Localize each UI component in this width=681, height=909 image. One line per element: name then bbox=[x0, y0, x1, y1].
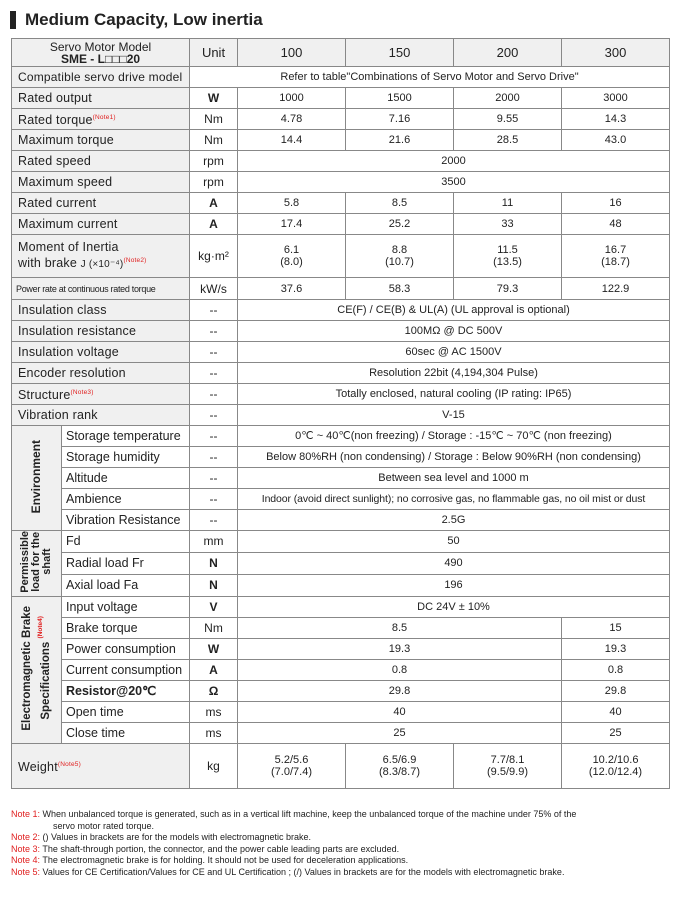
footnote-tag: Note 4: bbox=[11, 855, 41, 865]
unit-cell: ms bbox=[190, 701, 238, 722]
inertia-label-line2 bbox=[18, 254, 186, 272]
environment-group-text: Environment bbox=[29, 440, 43, 514]
row-label-ins-class: Insulation class bbox=[12, 300, 190, 321]
value-cell: 122.9 bbox=[562, 278, 670, 300]
weight-value: 5.2/5.6 bbox=[274, 753, 309, 766]
value-cell: Resolution 22bit (4,194,304 Pulse) bbox=[238, 363, 670, 384]
brake-group-label bbox=[12, 596, 62, 743]
table-row bbox=[12, 321, 670, 342]
footnote-tag: Note 3: bbox=[11, 843, 41, 854]
row-label: Input voltage bbox=[62, 596, 190, 617]
unit-cell: rpm bbox=[190, 151, 238, 172]
note-ref: (Note3) bbox=[70, 388, 94, 396]
model-label: Servo Motor Model bbox=[49, 39, 152, 54]
table-row bbox=[12, 468, 670, 489]
value-cell bbox=[238, 743, 346, 788]
unit-cell: -- bbox=[190, 468, 238, 489]
table-row bbox=[12, 743, 670, 788]
value-cell: 29.8 bbox=[562, 680, 670, 701]
title-bar-marker bbox=[10, 11, 16, 29]
value-cell: DC 24V ± 10% bbox=[238, 596, 670, 617]
value-cell: 79.3 bbox=[454, 278, 562, 300]
value-cell: 25 bbox=[562, 722, 670, 743]
value-cell: V-15 bbox=[238, 405, 670, 426]
footnote-text: The electromagnetic brake is for holding. It should not be used for deceleration applications. bbox=[42, 855, 409, 865]
footnote-continuation: servo motor rated torque. bbox=[53, 820, 155, 831]
table-row bbox=[12, 342, 670, 363]
unit-cell: N bbox=[190, 552, 238, 574]
value-cell: 19.3 bbox=[562, 638, 670, 659]
value-cell: 58.3 bbox=[346, 278, 454, 300]
title-text: Medium Capacity, Low inertia bbox=[25, 10, 263, 29]
unit-cell: -- bbox=[190, 510, 238, 531]
value-cell: 50 bbox=[238, 531, 670, 553]
value-cell: 60sec @ AC 1500V bbox=[238, 342, 670, 363]
row-label-max-current: Maximum current bbox=[12, 214, 190, 235]
table-row bbox=[12, 67, 670, 88]
model-header-150: 150 bbox=[346, 39, 454, 67]
unit-cell: -- bbox=[190, 489, 238, 510]
note-ref: (Note5) bbox=[57, 760, 81, 768]
table-row bbox=[12, 552, 670, 574]
row-label-ins-resistance: Insulation resistance bbox=[12, 321, 190, 342]
value-cell: 2000 bbox=[238, 151, 670, 172]
unit-cell: -- bbox=[190, 405, 238, 426]
row-label-rated-current: Rated current bbox=[12, 193, 190, 214]
value-cell: 33 bbox=[454, 214, 562, 235]
unit-cell: N bbox=[190, 574, 238, 596]
value-cell: 40 bbox=[562, 701, 670, 722]
table-row bbox=[12, 426, 670, 447]
value-cell: Between sea level and 1000 m bbox=[238, 468, 670, 489]
brake-group-text bbox=[21, 606, 53, 731]
table-row bbox=[12, 574, 670, 596]
value-cell: 29.8 bbox=[238, 680, 562, 701]
unit-cell: A bbox=[190, 214, 238, 235]
footnote-text: () Values in brackets are for the models with electromagnetic brake. bbox=[42, 832, 311, 842]
unit-cell: -- bbox=[190, 300, 238, 321]
value-cell: 9.55 bbox=[454, 109, 562, 130]
footnote bbox=[11, 855, 671, 867]
shaft-group-text bbox=[20, 531, 53, 593]
shaft-group-line1: Permissible bbox=[19, 531, 31, 593]
row-label: Current consumption bbox=[62, 659, 190, 680]
value-cell: 25 bbox=[238, 722, 562, 743]
row-label-ins-voltage: Insulation voltage bbox=[12, 342, 190, 363]
weight-brake-value: (7.0/7.4) bbox=[271, 765, 312, 778]
value-cell: 0.8 bbox=[238, 659, 562, 680]
footnote-tag: Note 2: bbox=[11, 832, 41, 842]
table-row bbox=[12, 405, 670, 426]
value-cell bbox=[454, 235, 562, 278]
weight-label: Weight bbox=[18, 759, 58, 774]
value-cell: 14.3 bbox=[562, 109, 670, 130]
value-cell: 21.6 bbox=[346, 130, 454, 151]
weight-value: 6.5/6.9 bbox=[382, 753, 417, 766]
unit-cell: -- bbox=[190, 342, 238, 363]
spec-table bbox=[11, 38, 670, 789]
inertia-brake-value: (18.7) bbox=[601, 256, 630, 268]
table-row bbox=[12, 638, 670, 659]
unit-cell: -- bbox=[190, 321, 238, 342]
shaft-group-line3: shaft bbox=[41, 548, 53, 576]
row-label: Altitude bbox=[62, 468, 190, 489]
value-cell: 5.8 bbox=[238, 193, 346, 214]
shaft-group-line2: load for the bbox=[30, 531, 42, 592]
weight-value: 10.2/10.6 bbox=[592, 753, 639, 766]
note-ref: (Note1) bbox=[92, 113, 116, 121]
structure-label: Structure bbox=[18, 388, 71, 403]
inertia-label-line1: Moment of Inertia bbox=[18, 239, 119, 254]
table-row bbox=[12, 235, 670, 278]
unit-header: Unit bbox=[190, 39, 238, 67]
value-cell: 14.4 bbox=[238, 130, 346, 151]
table-row bbox=[12, 659, 670, 680]
value-cell: 37.6 bbox=[238, 278, 346, 300]
unit-cell: -- bbox=[190, 384, 238, 405]
table-row bbox=[12, 489, 670, 510]
brake-group-line2: Specifications bbox=[39, 642, 52, 721]
value-cell: 1500 bbox=[346, 88, 454, 109]
row-label-compat: Compatible servo drive model bbox=[12, 67, 190, 88]
value-cell: 8.5 bbox=[346, 193, 454, 214]
page-title bbox=[10, 8, 263, 32]
unit-cell: Nm bbox=[190, 109, 238, 130]
compat-value: Refer to table"Combinations of Servo Motor and Servo Drive" bbox=[190, 67, 670, 88]
row-label-rated-speed: Rated speed bbox=[12, 151, 190, 172]
table-row bbox=[12, 617, 670, 638]
row-label-encoder: Encoder resolution bbox=[12, 363, 190, 384]
value-cell: 28.5 bbox=[454, 130, 562, 151]
unit-cell: kW/s bbox=[190, 278, 238, 300]
table-row bbox=[12, 363, 670, 384]
row-label-max-speed: Maximum speed bbox=[12, 172, 190, 193]
footnotes bbox=[11, 809, 671, 878]
unit-cell: kg bbox=[190, 743, 238, 788]
value-cell: 8.5 bbox=[238, 617, 562, 638]
header-row bbox=[12, 39, 670, 67]
value-cell: 43.0 bbox=[562, 130, 670, 151]
brake-group-line1: Electromagnetic Brake bbox=[20, 605, 33, 731]
unit-cell: Nm bbox=[190, 617, 238, 638]
unit-cell: V bbox=[190, 596, 238, 617]
table-row bbox=[12, 510, 670, 531]
unit-cell: rpm bbox=[190, 172, 238, 193]
row-label: Axial load Fa bbox=[62, 574, 190, 596]
value-cell: 15 bbox=[562, 617, 670, 638]
row-label: Fd bbox=[62, 531, 190, 553]
table-row bbox=[12, 109, 670, 130]
unit-cell: Nm bbox=[190, 130, 238, 151]
value-cell: 11 bbox=[454, 193, 562, 214]
footnote bbox=[11, 867, 671, 879]
value-cell: 40 bbox=[238, 701, 562, 722]
value-cell: 25.2 bbox=[346, 214, 454, 235]
inertia-value: 11.5 bbox=[497, 244, 518, 256]
row-label: Close time bbox=[62, 722, 190, 743]
unit-cell: -- bbox=[190, 426, 238, 447]
value-cell: 0.8 bbox=[562, 659, 670, 680]
value-cell: 490 bbox=[238, 552, 670, 574]
rated-torque-label: Rated torque bbox=[18, 113, 93, 128]
footnote-text: When unbalanced torque is generated, such as in a vertical lift machine, keep the unbalanced torque of the machine under 75% of the bbox=[42, 809, 577, 819]
value-cell: 16 bbox=[562, 193, 670, 214]
model-header-100: 100 bbox=[238, 39, 346, 67]
footnote-text: Values for CE Certification/Values for CE and UL Certification ; (/) Values in brackets are for the models with electromagnetic brake. bbox=[42, 866, 565, 877]
unit-cell: -- bbox=[190, 363, 238, 384]
unit-cell: ms bbox=[190, 722, 238, 743]
weight-value: 7.7/8.1 bbox=[490, 753, 525, 766]
table-row bbox=[12, 130, 670, 151]
table-row bbox=[12, 680, 670, 701]
value-cell: 196 bbox=[238, 574, 670, 596]
table-row bbox=[12, 447, 670, 468]
value-cell: 2.5G bbox=[238, 510, 670, 531]
row-label-rated-torque bbox=[12, 109, 190, 130]
unit-cell: W bbox=[190, 638, 238, 659]
value-cell bbox=[238, 235, 346, 278]
model-header-200: 200 bbox=[454, 39, 562, 67]
table-row bbox=[12, 193, 670, 214]
inertia-brake-value: (10.7) bbox=[385, 256, 414, 268]
inertia-symbol: J (×10⁻⁴) bbox=[80, 259, 124, 271]
row-label-power-rate: Power rate at continuous rated torque bbox=[12, 278, 190, 300]
unit-cell: Ω bbox=[190, 680, 238, 701]
row-label: Storage humidity bbox=[62, 447, 190, 468]
row-label: Power consumption bbox=[62, 638, 190, 659]
model-header-300: 300 bbox=[562, 39, 670, 67]
footnote bbox=[11, 832, 671, 844]
value-cell: 0℃ ~ 40℃(non freezing) / Storage : -15℃ ~ 70℃ (non freezing) bbox=[238, 426, 670, 447]
row-label: Storage temperature bbox=[62, 426, 190, 447]
value-cell: 48 bbox=[562, 214, 670, 235]
row-label: Brake torque bbox=[62, 617, 190, 638]
row-label: Open time bbox=[62, 701, 190, 722]
model-header-cell bbox=[12, 39, 190, 67]
value-cell: 2000 bbox=[454, 88, 562, 109]
table-row bbox=[12, 531, 670, 553]
unit-cell: kg·m² bbox=[190, 235, 238, 278]
value-cell: 4.78 bbox=[238, 109, 346, 130]
weight-brake-value: (12.0/12.4) bbox=[588, 765, 643, 778]
inertia-brake-value: (13.5) bbox=[493, 256, 522, 268]
value-cell: 19.3 bbox=[238, 638, 562, 659]
footnote bbox=[11, 844, 671, 856]
note-ref: (Note4) bbox=[36, 616, 44, 639]
row-label-vibration: Vibration rank bbox=[12, 405, 190, 426]
value-cell: Indoor (avoid direct sunlight); no corrosive gas, no flammable gas, no oil mist or dust bbox=[238, 489, 670, 510]
inertia-brake-value: (8.0) bbox=[280, 256, 303, 268]
value-cell: Totally enclosed, natural cooling (IP rating: IP65) bbox=[238, 384, 670, 405]
value-cell bbox=[346, 235, 454, 278]
table-row bbox=[12, 214, 670, 235]
value-cell: 3500 bbox=[238, 172, 670, 193]
row-label: Vibration Resistance bbox=[62, 510, 190, 531]
table-row bbox=[12, 151, 670, 172]
table-row bbox=[12, 172, 670, 193]
table-row bbox=[12, 278, 670, 300]
row-label-inertia bbox=[12, 235, 190, 278]
value-cell: Below 80%RH (non condensing) / Storage : Below 90%RH (non condensing) bbox=[238, 447, 670, 468]
value-cell bbox=[454, 743, 562, 788]
unit-cell: mm bbox=[190, 531, 238, 553]
environment-group-label bbox=[12, 426, 62, 531]
row-label: Resistor@20℃ bbox=[62, 680, 190, 701]
inertia-value: 6.1 bbox=[283, 244, 300, 256]
shaft-group-label bbox=[12, 531, 62, 597]
value-cell bbox=[562, 743, 670, 788]
value-cell: 100MΩ @ DC 500V bbox=[238, 321, 670, 342]
unit-cell: W bbox=[190, 88, 238, 109]
footnote-tag: Note 5: bbox=[11, 866, 41, 877]
value-cell: 3000 bbox=[562, 88, 670, 109]
model-code: SME - L□□□20 bbox=[60, 51, 141, 66]
row-label-weight bbox=[12, 743, 190, 788]
note-ref: (Note2) bbox=[123, 256, 147, 264]
inertia-value: 8.8 bbox=[391, 244, 408, 256]
value-cell: 7.16 bbox=[346, 109, 454, 130]
table-row bbox=[12, 596, 670, 617]
unit-cell: -- bbox=[190, 447, 238, 468]
value-cell: 1000 bbox=[238, 88, 346, 109]
row-label-structure bbox=[12, 384, 190, 405]
inertia-label-text: with brake bbox=[18, 256, 77, 271]
value-cell: 17.4 bbox=[238, 214, 346, 235]
weight-brake-value: (9.5/9.9) bbox=[487, 765, 528, 778]
footnote-text: The shaft-through portion, the connector, and the power cable leading parts are excluded. bbox=[42, 843, 400, 854]
table-row bbox=[12, 300, 670, 321]
footnote-tag: Note 1: bbox=[11, 809, 41, 819]
value-cell bbox=[562, 235, 670, 278]
table-row bbox=[12, 722, 670, 743]
table-row bbox=[12, 88, 670, 109]
value-cell bbox=[346, 743, 454, 788]
value-cell: CE(F) / CE(B) & UL(A) (UL approval is optional) bbox=[238, 300, 670, 321]
unit-cell: A bbox=[190, 193, 238, 214]
inertia-value: 16.7 bbox=[604, 244, 627, 256]
row-label-max-torque: Maximum torque bbox=[12, 130, 190, 151]
weight-brake-value: (8.3/8.7) bbox=[379, 765, 420, 778]
row-label: Ambience bbox=[62, 489, 190, 510]
table-row bbox=[12, 384, 670, 405]
row-label-rated-output: Rated output bbox=[12, 88, 190, 109]
row-label: Radial load Fr bbox=[62, 552, 190, 574]
table-row bbox=[12, 701, 670, 722]
unit-cell: A bbox=[190, 659, 238, 680]
footnote bbox=[11, 809, 671, 821]
